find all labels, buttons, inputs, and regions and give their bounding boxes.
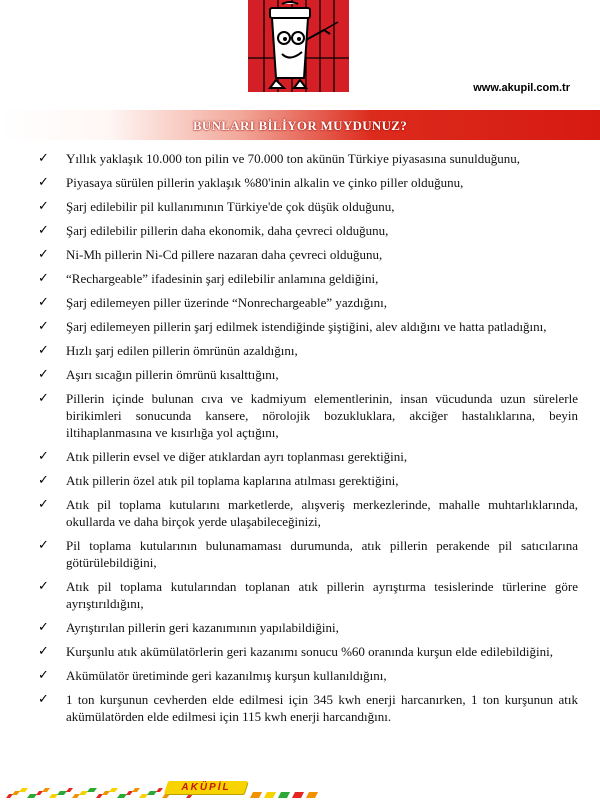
- check-icon: ✓: [38, 271, 49, 286]
- check-icon: ✓: [38, 295, 49, 310]
- list-item: [0, 270, 600, 287]
- footer-stripe: [19, 788, 28, 792]
- brand-label: AKÜPİL: [181, 782, 231, 793]
- list-item-text: Ni-Mh pillerin Ni-Cd pillere nazaran daha çevreci olduğunu,: [66, 247, 383, 262]
- footer-stripe: [72, 794, 80, 798]
- list-item: [0, 342, 600, 359]
- footer-stripe: [27, 794, 37, 798]
- page-title: BUNLARI BİLİYOR MUYDUNUZ?: [192, 118, 408, 133]
- footer-stripe: [292, 792, 304, 798]
- recycle-bin-mascot-icon: [248, 0, 349, 92]
- list-item: [0, 691, 600, 725]
- check-icon: ✓: [38, 579, 49, 594]
- list-item: [0, 643, 600, 660]
- brand-logo: [164, 781, 248, 794]
- list-item-text: 1 ton kurşunun cevherden elde edilmesi için 345 kwh enerji harcanırken, 1 ton kurşunun atık akümülatörden elde edilmesi için 115 kwh enerji harcandığını.: [66, 692, 578, 724]
- list-item-text: “Rechargeable” ifadesinin şarj edilebilir anlamına geldiğini,: [66, 271, 379, 286]
- list-item: [0, 174, 600, 191]
- footer-stripes: [0, 778, 600, 800]
- footer-stripe: [12, 791, 20, 795]
- footer-stripe: [36, 791, 43, 795]
- list-item-text: Şarj edilemeyen pillerin şarj edilmek istendiğinde şiştiğini, alev aldığını ve hatta patladığını,: [66, 319, 547, 334]
- footer-stripe: [147, 791, 157, 795]
- check-icon: ✓: [38, 620, 49, 635]
- footer-stripe: [250, 792, 262, 798]
- list-item-text: Şarj edilemeyen piller üzerinde “Nonrechargeable” yazdığını,: [66, 295, 388, 310]
- check-icon: ✓: [38, 692, 49, 707]
- check-icon: ✓: [38, 644, 49, 659]
- check-icon: ✓: [38, 223, 49, 238]
- check-icon: ✓: [38, 343, 49, 358]
- list-item-text: Şarj edilebilir pil kullanımının Türkiye'de çok düşük olduğunu,: [66, 199, 395, 214]
- footer-stripe: [42, 788, 50, 792]
- list-item-text: Atık pillerin evsel ve diğer atıklardan ayrı toplanması gerektiğini,: [66, 449, 408, 464]
- check-icon: ✓: [38, 175, 49, 190]
- check-icon: ✓: [38, 367, 49, 382]
- check-icon: ✓: [38, 449, 49, 464]
- footer-stripe: [186, 794, 193, 798]
- footer-stripe: [79, 791, 88, 795]
- footer-stripe: [96, 794, 103, 798]
- list-item-text: Kurşunlu atık akümülatörlerin geri kazanımı sonucu %60 oranında kurşun elde edilebildiğini,: [66, 644, 554, 659]
- list-item-text: Yıllık yaklaşık 10.000 ton pilin ve 70.000 ton akünün Türkiye piyasasına sunulduğunu,: [66, 151, 520, 166]
- list-item-text: Atık pillerin özel atık pil toplama kaplarına atılması gerektiğini,: [66, 473, 399, 488]
- list-item: [0, 366, 600, 383]
- footer-stripe: [306, 792, 318, 798]
- footer-stripe: [162, 794, 170, 798]
- check-icon: ✓: [38, 247, 49, 262]
- check-icon: ✓: [38, 668, 49, 683]
- list-item: [0, 448, 600, 465]
- list-item: [0, 667, 600, 684]
- footer-stripe: [49, 794, 58, 798]
- list-item: [0, 537, 600, 571]
- list-item-text: Pil toplama kutularının bulunamaması durumunda, atık pillerin perakende pil satıcılarına götürülebildiğini,: [66, 538, 578, 570]
- footer: [0, 778, 600, 800]
- footer-stripe: [109, 788, 118, 792]
- list-item-text: Atık pil toplama kutularından toplanan atık pillerin ayrıştırma tesislerinde türlerine göre ayrıştırıldığını,: [66, 579, 578, 611]
- title-banner: [0, 110, 600, 140]
- check-icon: ✓: [38, 151, 49, 166]
- list-item: [0, 390, 600, 441]
- check-icon: ✓: [38, 497, 49, 512]
- list-item: [0, 294, 600, 311]
- footer-stripe: [126, 791, 133, 795]
- check-icon: ✓: [38, 199, 49, 214]
- list-item: [0, 222, 600, 239]
- footer-stripe: [57, 791, 67, 795]
- fact-list: [0, 150, 600, 732]
- footer-stripe: [6, 794, 13, 798]
- list-item-text: Piyasaya sürülen pillerin yaklaşık %80'inin alkalin ve çinko piller olduğunu,: [66, 175, 464, 190]
- list-item: [0, 578, 600, 612]
- footer-stripe: [132, 788, 140, 792]
- list-item-text: Şarj edilebilir pillerin daha ekonomik, daha çevreci olduğunu,: [66, 223, 389, 238]
- list-item: [0, 150, 600, 167]
- footer-stripe: [87, 788, 97, 792]
- list-item-text: Ayrıştırılan pillerin geri kazanımının yapılabildiğini,: [66, 620, 339, 635]
- list-item: [0, 496, 600, 530]
- list-item: [0, 198, 600, 215]
- footer-stripe: [66, 788, 73, 792]
- check-icon: ✓: [38, 391, 49, 406]
- list-item-text: Atık pil toplama kutularını marketlerde, alışveriş merkezlerinde, mahalle muhtarlıklarında, okullarda ve daha birçok yerde ulaşabileceğinizi,: [66, 497, 578, 529]
- check-icon: ✓: [38, 319, 49, 334]
- footer-stripe: [102, 791, 110, 795]
- list-item-text: Pillerin içinde bulunan cıva ve kadmiyum elementlerinin, insan vücudunda uzun sürelerle birikimleri sonucunda kansere, nörolojik bozukluklara, akciğer hastalıklarına, beyin iltihaplanmasına ve kısırlığa yol açtığını,: [66, 391, 578, 440]
- list-item: [0, 246, 600, 263]
- list-item: [0, 619, 600, 636]
- footer-stripe: [117, 794, 127, 798]
- list-item: [0, 318, 600, 335]
- check-icon: ✓: [38, 473, 49, 488]
- footer-stripe: [278, 792, 290, 798]
- footer-stripe: [139, 794, 148, 798]
- footer-stripe: [264, 792, 276, 798]
- list-item-text: Akümülatör üretiminde geri kazanılmış kurşun kullanıldığını,: [66, 668, 387, 683]
- list-item-text: Aşırı sıcağın pillerin ömrünü kısalttığını,: [66, 367, 279, 382]
- list-item-text: Hızlı şarj edilen pillerin ömrünün azaldığını,: [66, 343, 298, 358]
- list-item: [0, 472, 600, 489]
- check-icon: ✓: [38, 538, 49, 553]
- website-url[interactable]: www.akupil.com.tr: [473, 82, 570, 94]
- footer-stripe: [156, 788, 163, 792]
